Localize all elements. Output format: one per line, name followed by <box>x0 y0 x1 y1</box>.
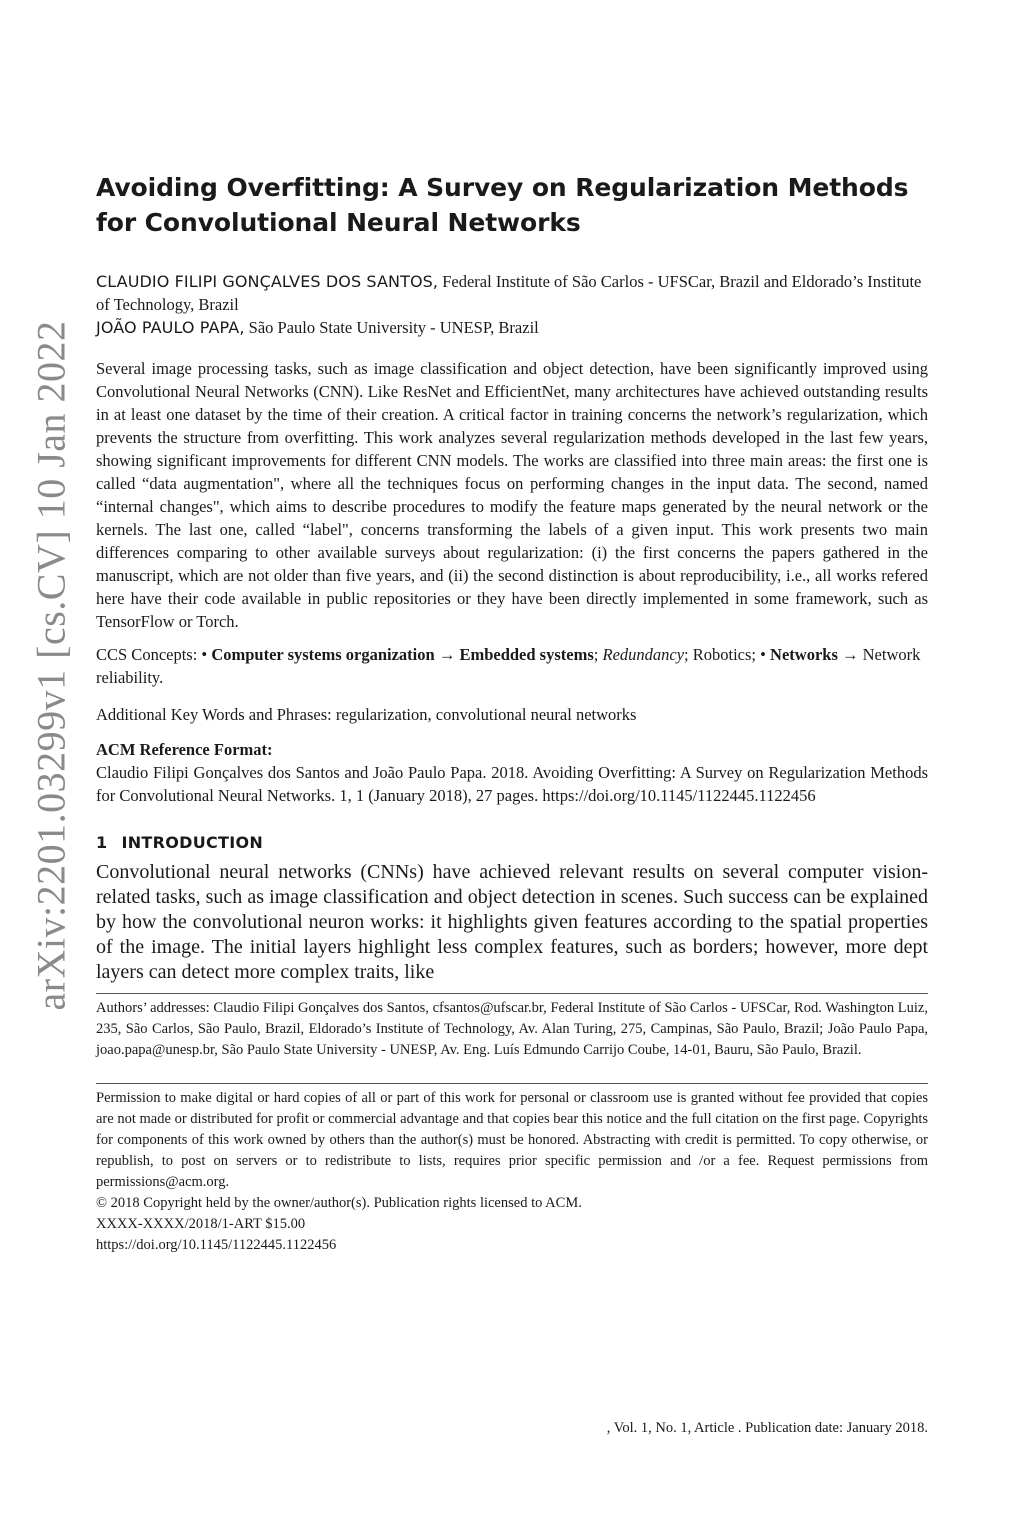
author-affiliation: São Paulo State University - UNESP, Brazil <box>248 318 539 337</box>
issn-line: XXXX-XXXX/2018/1-ART $15.00 <box>96 1216 306 1232</box>
author-name: CLAUDIO FILIPI GONÇALVES DOS SANTOS, <box>96 272 439 291</box>
ccs-text: ; Robotics; • <box>684 645 766 664</box>
section-heading <box>96 833 928 852</box>
copyright-line: © 2018 Copyright held by the owner/author(s). Publication rights licensed to ACM. <box>96 1195 582 1211</box>
ccs-prefix: CCS Concepts: • <box>96 645 208 664</box>
section-number: 1 <box>96 833 108 852</box>
authors-addresses: Authors’ addresses: Claudio Filipi Gonçalves dos Santos, cfsantos@ufscar.br, Federal Institute of São Carlos - UFSCar, Rod. Washington Luiz, 235, São Carlos, São Paulo, Brazil, Eldorado’s Institute of Technology, Av. Alan Turing, 275, Campinas, São Paulo, Brazil; João Paulo Papa, joao.papa@unesp.br, São Paulo State University - UNESP, Av. Eng. Luís Edmundo Carrijo Coube, 14-01, Bauru, São Paulo, Brazil. <box>96 1000 928 1058</box>
paper-page <box>96 170 928 1256</box>
abstract: Several image processing tasks, such as image classification and object detection, have been significantly improved using Convolutional Neural Networks (CNN). Like ResNet and EfficientNet, many architectures have achieved outstanding results in at least one dataset by the time of their creation. A critical factor in training concerns the network’s regularization, which prevents the structure from overfitting. This work analyzes several regularization methods developed in the last few years, showing significant improvements for different CNN models. The works are classified into three main areas: the first one is called “data augmentation", where all the techniques focus on performing changes in the input data. The second, named “internal changes", which aims to describe procedures to modify the feature maps generated by the neural network or the kernels. The last one, called “label", concerns transforming the labels of a given input. This work presents two main differences comparing to other available surveys about regularization: (i) the first concerns the papers gathered in the manuscript, which are not older than five years, and (ii) the second distinction is about reproducibility, i.e., all works refered here have their code available in public repositories or they have been directly implemented in some framework, such as TensorFlow or Torch. <box>96 359 928 631</box>
footnote-divider <box>96 993 928 994</box>
author-entry <box>96 270 928 316</box>
permission-notice: Permission to make digital or hard copies of all or part of this work for personal or classroom use is granted without fee provided that copies are not made or distributed for profit or commercial advantage and that copies bear this notice and the full citation on the first page. Copyrights for components of this work owned by others than the author(s) must be honored. Abstracting with credit is permitted. To copy otherwise, or republish, to post on servers or to redistribute to lists, requires prior specific permission and /or a fee. Request permissions from permissions@acm.org. <box>96 1090 928 1190</box>
publication-footer: , Vol. 1, No. 1, Article . Publication date: January 2018. <box>606 1420 928 1436</box>
ccs-text: Network reliability. <box>96 645 921 687</box>
section-title: INTRODUCTION <box>121 833 264 852</box>
acm-reference-heading: ACM Reference Format: <box>96 740 273 759</box>
author-affiliation: Federal Institute of São Carlos - UFSCar, Brazil and Eldorado’s Institute of Technology, Brazil <box>96 272 922 314</box>
acm-reference-format <box>96 738 928 807</box>
ccs-term: Embedded systems <box>459 645 594 664</box>
arxiv-sidebar-stamp <box>20 295 82 1035</box>
ccs-concepts <box>96 643 928 689</box>
doi-line: https://doi.org/10.1145/1122445.1122456 <box>96 1237 337 1253</box>
keywords: Additional Key Words and Phrases: regularization, convolutional neural networks <box>96 705 637 724</box>
permission-divider <box>96 1083 928 1084</box>
ccs-arrow: → <box>438 645 456 664</box>
introduction-text: Convolutional neural networks (CNNs) have achieved relevant results on several computer vision-related tasks, such as image classification and object detection in scenes. Such success can be explained by how the convolutional neuron works: it highlights given features according to the spatial properties of the image. The initial layers highlight less complex features, such as borders; however, more dept layers can detect more complex traits, like <box>96 861 928 983</box>
ccs-arrow: → <box>842 645 859 664</box>
ccs-term: Redundancy <box>602 645 685 664</box>
ccs-term: Computer systems organization <box>211 645 435 664</box>
arxiv-stamp-text: arXiv:2201.03299v1 [cs.CV] 10 Jan 2022 <box>28 319 74 1011</box>
ccs-separator: ; <box>593 645 599 664</box>
author-name: JOÃO PAULO PAPA, <box>96 318 245 337</box>
paper-title: Avoiding Overfitting: A Survey on Regularization Methods for Convolutional Neural Networks <box>96 173 909 237</box>
author-block <box>96 270 928 339</box>
acm-reference-text: Claudio Filipi Gonçalves dos Santos and João Paulo Papa. 2018. Avoiding Overfitting: A Survey on Regularization Methods for Convolutional Neural Networks. 1, 1 (January 2018), 27 pages. https://doi.org/10.1145/1122445.1122456 <box>96 763 928 805</box>
author-entry <box>96 316 928 339</box>
ccs-term: Networks <box>770 645 838 664</box>
